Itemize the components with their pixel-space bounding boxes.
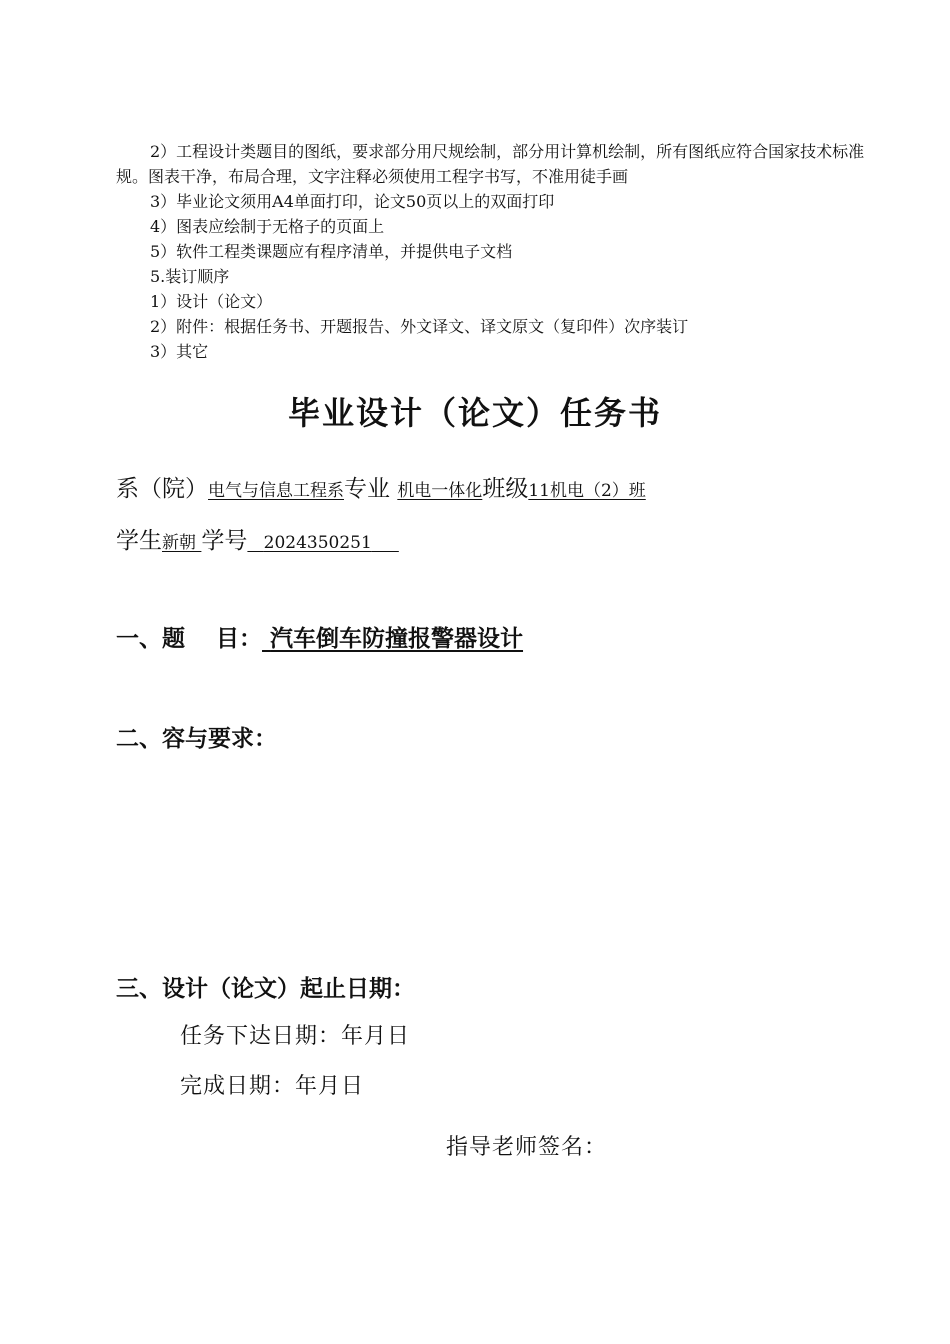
section-topic	[116, 620, 523, 653]
major-value: 机电一体化	[397, 481, 483, 501]
student-line	[116, 522, 399, 555]
binding-notes	[116, 139, 866, 364]
department-value: 电气与信息工程系	[208, 481, 344, 501]
department-label: 系（院）	[116, 476, 208, 502]
assign-date-line: 任务下达日期：年月日	[180, 1024, 411, 1049]
student-id-value: 2024350251	[263, 533, 372, 553]
advisor-signature: 指导老师签名：	[446, 1135, 608, 1160]
student-id-label: 学号	[201, 528, 248, 554]
student-name-value: 新朝	[162, 533, 196, 553]
topic-label: 一、题 目：	[116, 626, 263, 652]
class-label: 班级	[482, 476, 529, 502]
note-software-listing: 5）软件工程类课题应有程序清单，并提供电子文档	[150, 242, 513, 261]
class-value: 11机电（2）班	[528, 481, 646, 501]
section-content-requirements: 二、容与要求：	[116, 726, 277, 752]
note-chart-paper: 4）图表应绘制于无格子的页面上	[150, 217, 385, 236]
note-binding-item-2: 2）附件：根据任务书、开题报告、外文译文、译文原文（复印件）次序装订	[150, 317, 689, 336]
topic-value: 汽车倒车防撞报警器设计	[270, 626, 524, 652]
note-binding-item-1: 1）设计（论文）	[150, 292, 273, 311]
page-title: 毕业设计（论文）任务书	[287, 394, 662, 432]
major-label: 专业	[344, 476, 390, 502]
department-line	[116, 470, 646, 503]
student-label: 学生	[116, 528, 162, 554]
note-binding-item-3: 3）其它	[150, 342, 209, 361]
note-binding-order-heading: 5.装订顺序	[150, 267, 230, 286]
section-dates: 三、设计（论文）起止日期：	[116, 976, 415, 1002]
note-drawing-requirements: 2）工程设计类题目的图纸，要求部分用尺规绘制，部分用计算机绘制，所有图纸应符合国家技术标准规。图表干净，布局合理，文字注释必须使用工程字书写，不准用徒手画	[116, 142, 865, 186]
note-printing: 3）毕业论文须用A4单面打印，论文50页以上的双面打印	[150, 192, 555, 211]
complete-date-line: 完成日期：年月日	[180, 1074, 365, 1099]
